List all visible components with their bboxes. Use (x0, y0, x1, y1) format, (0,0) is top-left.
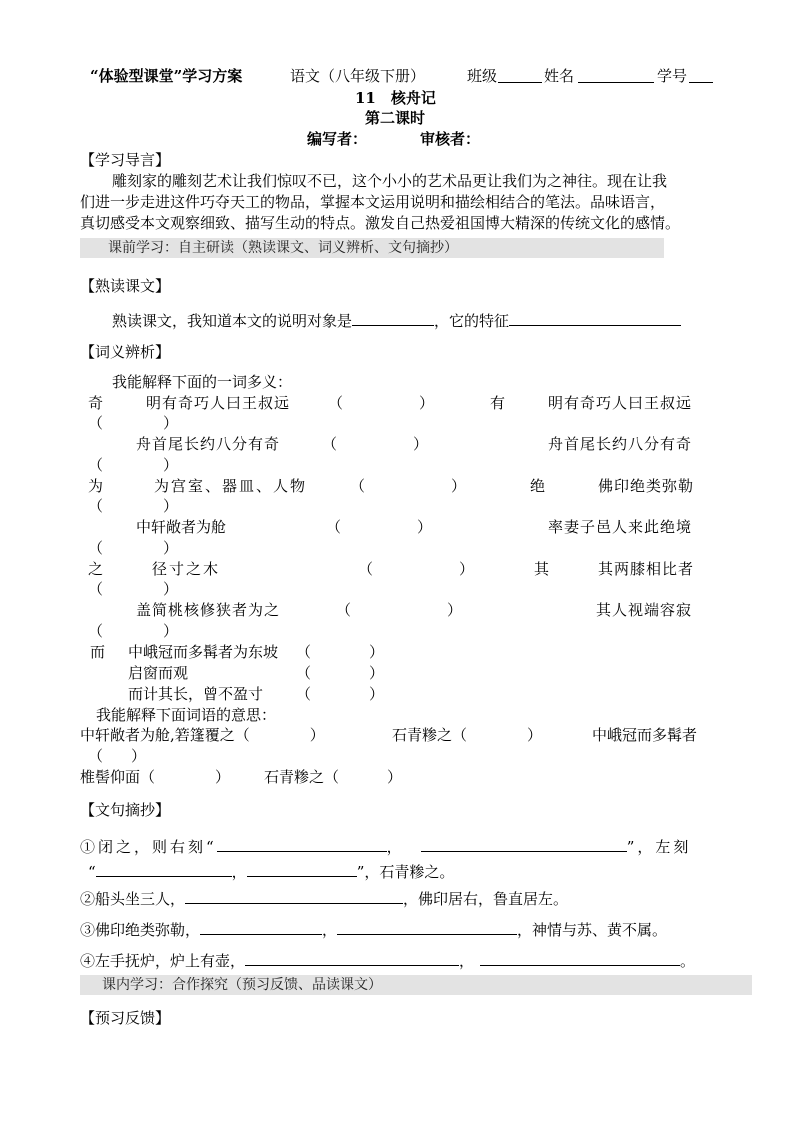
answer-paren[interactable]: （ ） (328, 394, 435, 412)
answer-paren[interactable]: （ ） (88, 622, 179, 640)
answer-paren[interactable]: （ ） (358, 560, 475, 578)
vocab-char: 有 (490, 394, 506, 412)
section-band-label: 课前学习：自主研读（熟读课文、词义辨析、文句摘抄） (108, 240, 458, 256)
answer-paren[interactable]: （ ） (296, 685, 385, 703)
writer-label: 编写者： (307, 130, 368, 148)
object-blank[interactable] (352, 310, 434, 326)
vocab-sentence: 舟首尾长约八分有奇 (548, 435, 693, 453)
answer-paren[interactable]: （ ） (88, 497, 179, 515)
vocab-sentence: 佛印绝类弥勒 (598, 477, 695, 495)
vocab-sentence: 其两膝相比者 (598, 560, 695, 578)
name-field[interactable] (578, 67, 654, 87)
word-item: 中峨冠而多髯者 (592, 726, 698, 744)
intro-line: 真切感受本文观察细致、描写生动的特点。激发自己热爱祖国博大精深的传统文化的感情。 (80, 214, 681, 232)
id-label: 学号 (657, 67, 688, 85)
subject-label: 语文（八年级下册） (290, 67, 426, 85)
answer-paren[interactable]: （ ） (350, 477, 467, 495)
vocab-sentence: 中轩敞者为舱 (136, 518, 227, 536)
vocab-heading: 【词义辨析】 (80, 343, 171, 361)
vocab-sentence: 中峨冠而多髯者为东坡 (128, 643, 279, 661)
lesson-title: 11 核舟记 (355, 89, 436, 107)
answer-paren[interactable]: （ ） (88, 456, 179, 474)
answer-paren[interactable]: （ ） (326, 518, 433, 536)
answer-paren[interactable]: （ ） (88, 414, 179, 432)
vocab-sentence: 而计其长，曾不盈寸 (128, 685, 264, 703)
read-sentence (112, 310, 681, 331)
feature-blank[interactable] (509, 310, 681, 326)
vocab-sentence: 舟首尾长约八分有奇 (136, 435, 281, 453)
word-item[interactable]: 石青糁之（ ） (392, 726, 543, 744)
vocab-sentence: 径寸之木 (152, 560, 221, 578)
intro-heading: 【学习导言】 (80, 151, 171, 169)
class-label: 班级 (467, 67, 498, 85)
answer-paren[interactable]: （ ） (296, 643, 385, 661)
answer-paren[interactable]: （ ） (88, 747, 147, 765)
section-band-inclass (80, 975, 752, 995)
read-sentence-b: ，它的特征 (434, 312, 510, 330)
word-item[interactable]: 石青糁之（ ） (264, 768, 403, 786)
lesson-period: 第二课时 (365, 109, 426, 127)
word-item[interactable]: 中轩敞者为舱,箬篷覆之（ ） (80, 726, 325, 744)
class-field[interactable] (498, 67, 542, 87)
vocab-char: 为 (88, 477, 104, 495)
intro-line: 们进一步走进这件巧夺天工的物品，掌握本文运用说明和描绘相结合的笔法。品味语言， (80, 193, 666, 211)
vocab-char: 之 (88, 560, 104, 578)
quotes-heading: 【文句摘抄】 (80, 801, 171, 819)
vocab-sentence: 启窗而观 (128, 664, 189, 682)
id-field[interactable] (689, 67, 713, 87)
vocab-char: 奇 (88, 394, 104, 412)
reviewer-label: 审核者： (420, 130, 481, 148)
feedback-heading: 【预习反馈】 (80, 1009, 171, 1027)
section-band-prestudy (80, 238, 664, 258)
answer-paren[interactable]: （ ） (296, 664, 385, 682)
intro-line: 雕刻家的雕刻艺术让我们惊叹不已，这个小小的艺术品更让我们为之神往。现在让我 (112, 172, 668, 190)
word-item[interactable]: 椎髻仰面（ ） (80, 768, 231, 786)
name-label: 姓名 (544, 67, 575, 85)
vocab-sentence: 明有奇巧人曰王叔远 (548, 394, 693, 412)
quote-2: ②船头坐三人， ，佛印居右，鲁直居左。 (80, 890, 569, 908)
read-sentence-a: 熟读课文，我知道本文的说明对象是 (112, 312, 353, 330)
vocab-char: 而 (90, 643, 106, 661)
vocab-sentence: 为宫室、器皿、人物 (154, 477, 308, 495)
quote-4: ④左手抚炉，炉上有壶， ， 。 (80, 952, 696, 970)
quote-3: ③佛印绝类弥勒， ， ，神情与苏、黄不属。 (80, 921, 668, 939)
read-heading: 【熟读课文】 (80, 277, 171, 295)
answer-paren[interactable]: （ ） (88, 539, 179, 557)
vocab-sentence: 明有奇巧人曰王叔远 (146, 394, 291, 412)
quote-1-cont: “ ， ”，石青糁之。 (88, 863, 455, 881)
answer-paren[interactable]: （ ） (88, 580, 179, 598)
answer-paren[interactable]: （ ） (336, 601, 463, 619)
vocab-sentence: 率妻子邑人来此绝境 (548, 518, 693, 536)
vocab-sentence: 盖简桃核修狭者为之 (136, 601, 281, 619)
vocab-char: 其 (534, 560, 550, 578)
vocab-prompt: 我能解释下面词语的意思： (96, 706, 277, 724)
section-band-label: 课内学习：合作探究（预习反馈、品读课文） (102, 977, 382, 993)
quote-1: ①闭之，则右刻“ ， ”，左刻 (80, 838, 692, 856)
answer-paren[interactable]: （ ） (322, 435, 429, 453)
vocab-prompt: 我能解释下面的一词多义： (112, 373, 293, 391)
plan-title: “体验型课堂”学习方案 (90, 67, 243, 85)
vocab-char: 绝 (530, 477, 546, 495)
vocab-sentence: 其人视端容寂 (596, 601, 693, 619)
